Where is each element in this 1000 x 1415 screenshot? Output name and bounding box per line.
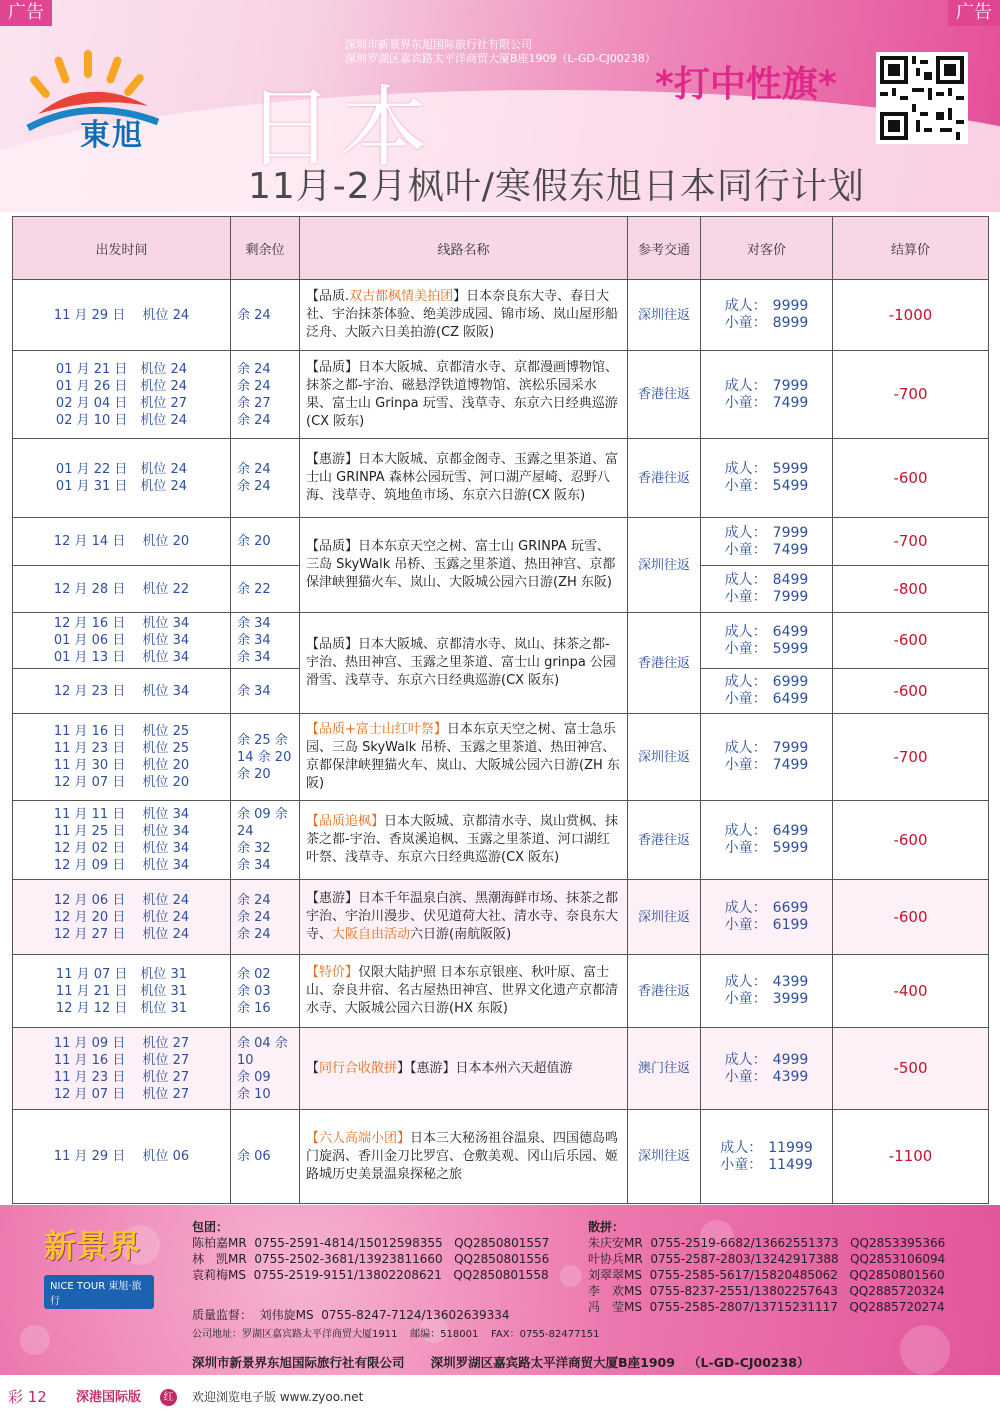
remaining-seats: 余 24 余 24 余 27 余 24 xyxy=(231,351,300,439)
tour-table xyxy=(12,216,988,1204)
adult-price: 成人： 7999 xyxy=(724,524,809,541)
page-bottom-bar xyxy=(0,1380,1000,1415)
company-address-footer: 公司地址：罗湖区嘉宾路太平洋商贸大厦1911 邮编：518001 FAX：0755-82477151 xyxy=(192,1329,600,1340)
child-price: 小童： 3999 xyxy=(724,991,809,1007)
page-subtitle: 11月-2月枫叶/寒假东旭日本同行计划 xyxy=(248,166,865,207)
departure-dates: 11 月 07 日 机位 31 11 月 21 日 机位 31 12 月 12 日 机位 31 xyxy=(13,955,231,1028)
quality-supervision: 质量监督： 刘伟旋MS 0755-8247-7124/13602639334 xyxy=(192,1308,510,1322)
child-price: 小童： 7499 xyxy=(724,757,809,773)
route-description: 【特价】仅限大陆护照 日本东京银座、秋叶原、富士山、奈良井宿、名古屋热田神宫、世界文化遗产京都清水寺、大阪城公园六日游(HX 东阪) xyxy=(300,955,628,1028)
footer-brand-logo xyxy=(44,1221,164,1307)
remaining-seats: 余 24 余 24 余 24 xyxy=(231,880,300,955)
group-contact-list: 陈柏嘉MR 0755-2591-4814/15012598355 QQ2850801557 林 凯MR 0755-2502-3681/13923811660 QQ2850801556 袁莉梅MS 0755-2519-9151/13802208621 QQ2850801558 xyxy=(192,1236,550,1282)
col-header-net: 结算价 xyxy=(833,217,989,280)
child-price: 小童： 7499 xyxy=(724,394,809,411)
transport: 香港往返 xyxy=(628,613,701,714)
table-row xyxy=(13,880,989,955)
child-price: 小童： 8999 xyxy=(724,315,809,331)
tour-schedule-table xyxy=(12,216,989,1204)
remaining-seats: 余 24 xyxy=(231,280,300,351)
adult-price: 成人： 4999 xyxy=(724,1051,809,1068)
company-license-line: 深圳市新景界东旭国际旅行社有限公司 深圳罗湖区嘉宾路太平洋商贸大厦B座1909 （L-GD-CJ00238） xyxy=(192,1355,810,1370)
child-price: 小童： 5499 xyxy=(724,478,809,494)
customer-price xyxy=(701,613,833,669)
table-row xyxy=(13,439,989,518)
customer-price xyxy=(701,351,833,439)
route-description: 【品质】日本大阪城、京都清水寺、京都漫画博物馆、抹茶之都-宇治、磁悬浮铁道博物馆、滨松乐园采水果、富士山 Grinpa 玩雪、浅草寺、东京六日经典巡游(CX 阪东) xyxy=(300,351,628,439)
footer-brand-sub: NICE TOUR 東旭·旅行 xyxy=(44,1275,154,1309)
transport: 深圳往返 xyxy=(628,280,701,351)
child-price: 小童： 5999 xyxy=(724,840,809,856)
transport: 香港往返 xyxy=(628,955,701,1028)
route-description: 【品质】日本东京天空之树、富士山 GRINPA 玩雪、三岛 SkyWalk 吊桥、玉露之里茶道、热田神宫、京都保津峡狸猫火车、岚山、大阪城公园六日游(ZH 东阪) xyxy=(300,518,628,613)
website-link[interactable]: 欢迎浏览电子版 www.zyoo.net xyxy=(192,1390,364,1404)
table-row xyxy=(13,955,989,1028)
individual-contact-list: 朱庆安MR 0755-2519-6682/13662551373 QQ2853395366 叶协兵MR 0755-2587-2803/13242917388 QQ2853106094 刘翠翠MS 0755-2585-5617/15820485062 QQ2850801560 李 欢MS 0755-8237-2551/13802257643 QQ2885720324 冯 莹MS 0755-2585-2807/13715231117 QQ2885720274 xyxy=(588,1236,946,1314)
customer-price xyxy=(701,880,833,955)
departure-dates: 11 月 16 日 机位 25 11 月 23 日 机位 25 11 月 30 日 机位 20 12 月 07 日 机位 20 xyxy=(13,714,231,801)
net-price: -500 xyxy=(833,1028,989,1110)
adult-price: 成人： 5999 xyxy=(724,461,809,477)
transport: 澳门往返 xyxy=(628,1028,701,1110)
departure-dates: 12 月 06 日 机位 24 12 月 20 日 机位 24 12 月 27 日 机位 24 xyxy=(13,880,231,955)
route-description: 【品质.双古都枫情美拍团】日本奈良东大寺、春日大社、宇治抹茶体验、绝美涉成园、锦市场、岚山屋形船泛舟、大阪六日美拍游(CZ 阪阪) xyxy=(300,280,628,351)
customer-price xyxy=(701,566,833,613)
route-description: 【品质+富士山红叶祭】日本东京天空之树、富士急乐园、三岛 SkyWalk 吊桥、玉露之里茶道、热田神宫、京都保津峡狸猫火车、岚山、大阪城公园六日游(ZH 东阪) xyxy=(300,714,628,801)
adult-price: 成人： 7999 xyxy=(724,377,809,394)
remaining-seats: 余 20 xyxy=(231,518,300,566)
brand-logo-text: 東旭 xyxy=(80,118,144,153)
customer-price xyxy=(701,518,833,566)
table-header-row xyxy=(13,217,989,280)
route-highlight: 大阪自由活动 xyxy=(332,927,411,942)
net-price: -700 xyxy=(833,714,989,801)
departure-dates: 11 月 09 日 机位 27 11 月 16 日 机位 27 11 月 23 日 机位 27 12 月 07 日 机位 27 xyxy=(13,1028,231,1110)
route-highlight: 【品质+富士山红叶祭】 xyxy=(306,722,447,737)
ad-label-right: 广告 xyxy=(948,0,1000,26)
route-highlight: 同行合收散拼 xyxy=(319,1060,398,1076)
table-row xyxy=(13,613,989,669)
col-header-price: 对客价 xyxy=(701,217,833,280)
customer-price xyxy=(701,439,833,518)
slogan: *打中性旗* xyxy=(655,64,837,105)
transport: 香港往返 xyxy=(628,801,701,880)
net-price: -700 xyxy=(833,518,989,566)
transport: 深圳往返 xyxy=(628,1110,701,1204)
transport: 深圳往返 xyxy=(628,880,701,955)
child-price: 小童： 5999 xyxy=(724,640,809,657)
col-header-route: 线路名称 xyxy=(300,217,628,280)
net-price: -800 xyxy=(833,566,989,613)
route-highlight: 双古都枫情美拍团 xyxy=(349,289,454,304)
departure-dates: 11 月 11 日 机位 34 11 月 25 日 机位 34 12 月 02 日 机位 34 12 月 09 日 机位 34 xyxy=(13,801,231,880)
adult-price: 成人： 8499 xyxy=(724,572,809,588)
edition-name: 深港国际版 xyxy=(76,1390,142,1405)
remaining-seats: 余 06 xyxy=(231,1110,300,1204)
remaining-seats: 余 25 余 14 余 20 余 20 xyxy=(231,714,300,801)
net-price: -600 xyxy=(833,880,989,955)
child-price: 小童： 6199 xyxy=(724,917,809,933)
company-address: 深圳罗湖区嘉宾路太平洋商贸大厦B座1909（L-GD-CJ00238） xyxy=(345,52,656,65)
table-row xyxy=(13,280,989,351)
transport: 深圳往返 xyxy=(628,714,701,801)
remaining-seats: 余 34 余 34 余 34 xyxy=(231,613,300,669)
agency-footer xyxy=(0,1205,1000,1375)
child-price: 小童： 11499 xyxy=(720,1156,813,1173)
net-price: -1100 xyxy=(833,1110,989,1204)
departure-dates: 01 月 21 日 机位 24 01 月 26 日 机位 24 02 月 04 日 机位 27 02 月 10 日 机位 24 xyxy=(13,351,231,439)
adult-price: 成人： 6699 xyxy=(724,900,809,916)
route-highlight: 【品质追枫】 xyxy=(306,814,385,829)
individual-contact-heading: 散拼： xyxy=(588,1220,625,1234)
customer-price xyxy=(701,955,833,1028)
customer-price xyxy=(701,280,833,351)
remaining-seats: 余 24 余 24 xyxy=(231,439,300,518)
departure-dates: 01 月 22 日 机位 24 01 月 31 日 机位 24 xyxy=(13,439,231,518)
child-price: 小童： 7499 xyxy=(724,541,809,558)
child-price: 小童： 4399 xyxy=(724,1068,809,1085)
transport: 香港往返 xyxy=(628,439,701,518)
customer-price xyxy=(701,801,833,880)
adult-price: 成人： 6999 xyxy=(724,674,809,690)
route-highlight: 【特价】 xyxy=(306,965,359,980)
child-price: 小童： 7999 xyxy=(724,589,809,605)
departure-dates: 12 月 23 日 机位 34 xyxy=(13,669,231,714)
remaining-seats: 余 22 xyxy=(231,566,300,613)
group-contact-heading: 包团： xyxy=(192,1220,229,1234)
route-description: 【惠游】日本大阪城、京都金阁寺、玉露之里茶道、富士山 GRINPA 森林公园玩雪、河口湖产屋崎、忍野八海、浅草寺、筑地鱼市场、东京六日游(CX 阪东) xyxy=(300,439,628,518)
route-description: 【六人高端小团】日本三大秘汤祖谷温泉、四国德岛鸣门旋涡、香川金刀比罗宫、仓敷美观、冈山后乐园、姬路城历史美景温泉探秘之旅 xyxy=(300,1110,628,1204)
route-description: 【品质】日本大阪城、京都清水寺、岚山、抹茶之都-宇治、热田神宫、玉露之里茶道、富士山 grinpa 公园滑雪、浅草寺、东京六日经典巡游(CX 阪东) xyxy=(300,613,628,714)
adult-price: 成人： 7999 xyxy=(724,740,809,756)
departure-dates: 12 月 16 日 机位 34 01 月 06 日 机位 34 01 月 13 日 机位 34 xyxy=(13,613,231,669)
net-price: -600 xyxy=(833,439,989,518)
remaining-seats: 余 02 余 03 余 16 xyxy=(231,955,300,1028)
page-title: 日本 xyxy=(246,76,435,179)
table-row xyxy=(13,351,989,439)
child-price: 小童： 6499 xyxy=(724,691,809,707)
table-row xyxy=(13,714,989,801)
route-description: 【品质追枫】日本大阪城、京都清水寺、岚山赏枫、抹茶之都-宇治、香岚溪追枫、玉露之里茶道、河口湖红叶祭、浅草寺、东京六日经典巡游(CX 阪东) xyxy=(300,801,628,880)
adult-price: 成人： 11999 xyxy=(720,1139,813,1156)
net-price: -600 xyxy=(833,613,989,669)
customer-price xyxy=(701,714,833,801)
departure-dates: 12 月 28 日 机位 22 xyxy=(13,566,231,613)
red-badge-icon: 红 xyxy=(160,1389,177,1406)
page-number: 彩 12 xyxy=(8,1388,47,1406)
table-row xyxy=(13,518,989,566)
remaining-seats: 余 34 xyxy=(231,669,300,714)
route-highlight: 【六人高端小团】 xyxy=(306,1130,411,1146)
transport: 深圳往返 xyxy=(628,518,701,613)
company-name: 深圳市新景界东旭国际旅行社有限公司 xyxy=(345,38,532,51)
adult-price: 成人： 6499 xyxy=(724,623,809,640)
table-row xyxy=(13,1110,989,1204)
net-price: -600 xyxy=(833,801,989,880)
ad-label-left: 广告 xyxy=(0,0,52,26)
route-description: 【惠游】日本千年温泉白滨、黑潮海鲜市场、抹茶之都宇治、宇治川漫步、伏见道荷大社、清水寺、奈良东大寺、大阪自由活动六日游(南航阪阪) xyxy=(300,880,628,955)
table-row xyxy=(13,1028,989,1110)
adult-price: 成人： 9999 xyxy=(724,298,809,314)
col-header-seats: 剩余位 xyxy=(231,217,300,280)
remaining-seats: 余 04 余 10 余 09 余 10 xyxy=(231,1028,300,1110)
net-price: -400 xyxy=(833,955,989,1028)
customer-price xyxy=(701,1110,833,1204)
customer-price xyxy=(701,669,833,714)
route-description: 【同行合收散拼】【惠游】日本本州六天超值游 xyxy=(300,1028,628,1110)
table-row xyxy=(13,801,989,880)
net-price: -1000 xyxy=(833,280,989,351)
footer-brand-name: 新景界 xyxy=(44,1227,141,1265)
net-price: -600 xyxy=(833,669,989,714)
net-price: -700 xyxy=(833,351,989,439)
col-header-transport: 参考交通 xyxy=(628,217,701,280)
adult-price: 成人： 4399 xyxy=(724,974,809,990)
remaining-seats: 余 09 余 24 余 32 余 34 xyxy=(231,801,300,880)
departure-dates: 11 月 29 日 机位 06 xyxy=(13,1110,231,1204)
transport: 香港往返 xyxy=(628,351,701,439)
col-header-date: 出发时间 xyxy=(13,217,231,280)
qr-code-icon xyxy=(876,52,968,144)
adult-price: 成人： 6499 xyxy=(724,823,809,839)
departure-dates: 12 月 14 日 机位 20 xyxy=(13,518,231,566)
customer-price xyxy=(701,1028,833,1110)
departure-dates: 11 月 29 日 机位 24 xyxy=(13,280,231,351)
